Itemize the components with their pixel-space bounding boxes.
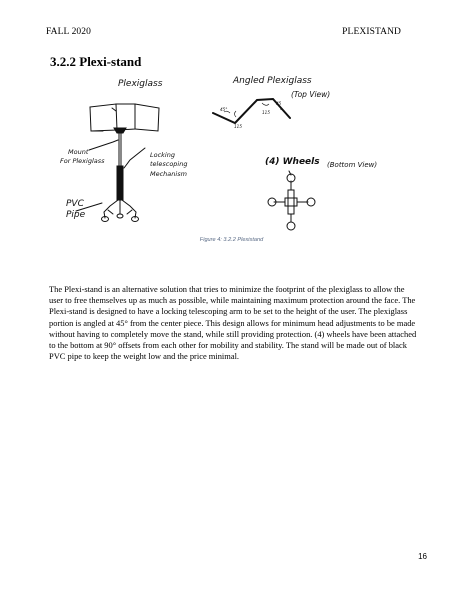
label-angle-c: 115	[262, 110, 270, 115]
label-mount-for-plexiglass: For Plexiglass	[60, 157, 105, 165]
label-wheels: (4) Wheels	[265, 157, 320, 167]
label-angle-d: 45	[276, 101, 282, 106]
label-pipe: Pipe	[66, 210, 86, 220]
label-angled-plexiglass: Angled Plexiglass	[233, 76, 312, 86]
header-right: PLEXISTAND	[342, 27, 401, 37]
label-pvc: PVC	[66, 199, 84, 209]
label-mechanism: Mechanism	[150, 170, 187, 178]
label-bottom-view: (Bottom View)	[327, 161, 378, 169]
page-number: 16	[418, 552, 427, 561]
label-telescoping: telescoping	[150, 160, 188, 168]
label-angle-b: 115	[234, 124, 242, 129]
label-plexiglass: Plexiglass	[118, 79, 163, 89]
section-title: 3.2.2 Plexi-stand	[50, 54, 142, 69]
label-mount: Mount	[68, 148, 89, 156]
label-top-view: (Top View)	[291, 90, 331, 99]
body-paragraph: The Plexi-stand is an alternative solution that tries to minimize the footprint of the plexiglass to allow the user to free themselves up as much as possible, while maintaining maximum protection around the face. The Plexi-stand is designed to have a locking telescoping arm to be set to the height of the user. The plexiglass portion is angled at 45° from the center piece. This design allows for minimum head adjustments to be made without having to completely move the stand, while still providing protection. (4) wheels have been attached to the bottom at 90° offsets from each other for mobility and stability. The stand will be made out of black PVC pipe to keep the weight low and the price minimal.	[49, 284, 417, 362]
label-angle-a: 45°	[220, 107, 228, 112]
wheels-sketch	[268, 171, 315, 230]
figure-caption: Figure 4: 3.2.2 Plexistand	[199, 237, 264, 243]
header-left: FALL 2020	[46, 27, 91, 37]
label-locking: Locking	[150, 151, 175, 159]
